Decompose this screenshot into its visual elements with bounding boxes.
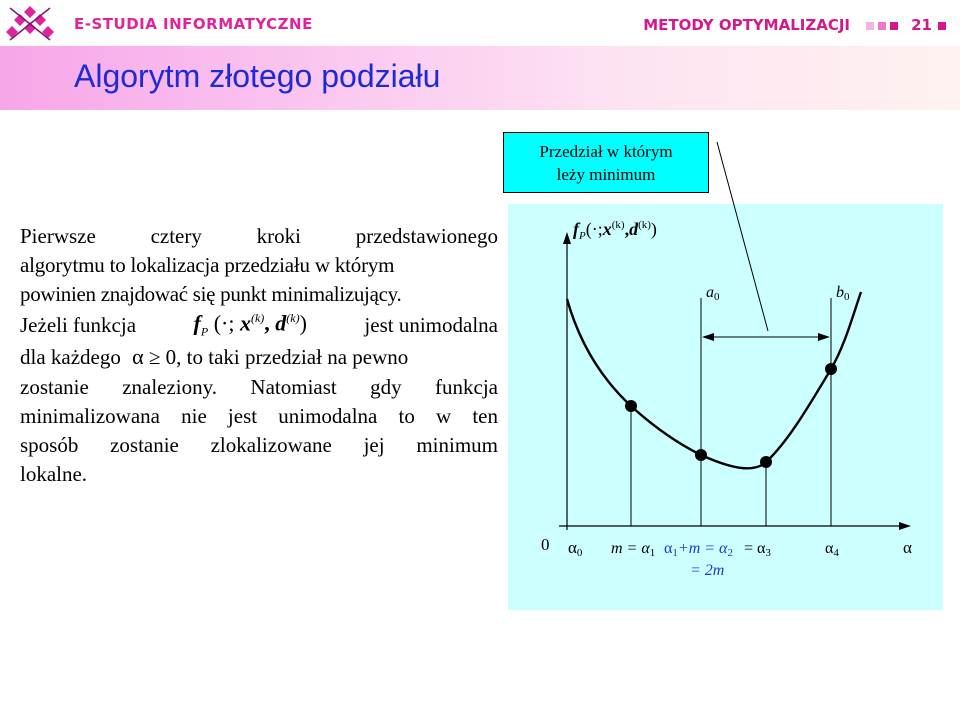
- inline-formula: $f_P$ (·; $x^{(k)}$, $d^{(k)}$): [193, 310, 307, 339]
- callout-line-1: Przedział w którym: [539, 142, 673, 161]
- page-number: 21: [911, 16, 932, 34]
- tick-alpha0: α0: [568, 538, 583, 559]
- function-curve: [567, 292, 861, 468]
- tick-m: m = α1: [611, 540, 656, 559]
- body-line-6: zostanie znaleziony. Natomiast gdy funkcja: [20, 375, 498, 399]
- callout-pointer: [717, 142, 768, 331]
- alpha-symbol: α: [132, 344, 144, 369]
- tick-2m: = 2m: [690, 562, 725, 579]
- body-line-9: lokalne.: [20, 462, 88, 486]
- interval-arrow-right: [818, 333, 830, 341]
- body-line-4-start: Jeżeli funkcja: [20, 313, 137, 337]
- point-alpha4: [825, 363, 837, 375]
- tick-alpha4: α4: [825, 540, 839, 559]
- body-line-4-end: jest unimodalna: [364, 313, 498, 337]
- x-axis-arrow: [899, 522, 911, 530]
- body-line-5: dla każdego α ≥ 0, to taki przedział na pewno: [20, 344, 409, 369]
- point-alpha1: [695, 449, 707, 461]
- interval-arrow-left: [702, 333, 714, 341]
- y-axis-arrow: [563, 232, 571, 244]
- logo-text: E-STUDIA INFORMATYCZNE: [74, 15, 313, 33]
- b0-label: b0: [836, 284, 850, 303]
- body-line-7: minimalizowana nie jest unimodalna to w ten: [20, 404, 498, 428]
- x-axis-label: α: [903, 538, 912, 557]
- slide-title: Algorytm złotego podziału: [74, 58, 441, 94]
- point-m: [625, 400, 637, 412]
- body-line-1: Pierwsze cztery kroki przedstawionego: [20, 224, 498, 248]
- body-line-3: powinien znajdować się punkt minimalizujący.: [20, 282, 402, 306]
- callout-line-2: leży minimum: [556, 165, 656, 184]
- tick-alpha3: = α3: [744, 540, 771, 559]
- tick-alpha1-plus-m: α1+m = α2: [664, 540, 733, 559]
- body-line-8: sposób zostanie zlokalizowane jej minimum: [20, 433, 498, 457]
- y-axis-label: $f_P(\cdot;x^{(k)},d^{(k)})$: [573, 219, 657, 242]
- a0-label: a0: [706, 284, 720, 303]
- origin-label: 0: [541, 535, 550, 554]
- body-line-2: algorytmu to lokalizacja przedziału w którym: [20, 253, 395, 277]
- course-title: METODY OPTYMALIZACJI: [643, 16, 850, 34]
- point-alpha3: [760, 456, 772, 468]
